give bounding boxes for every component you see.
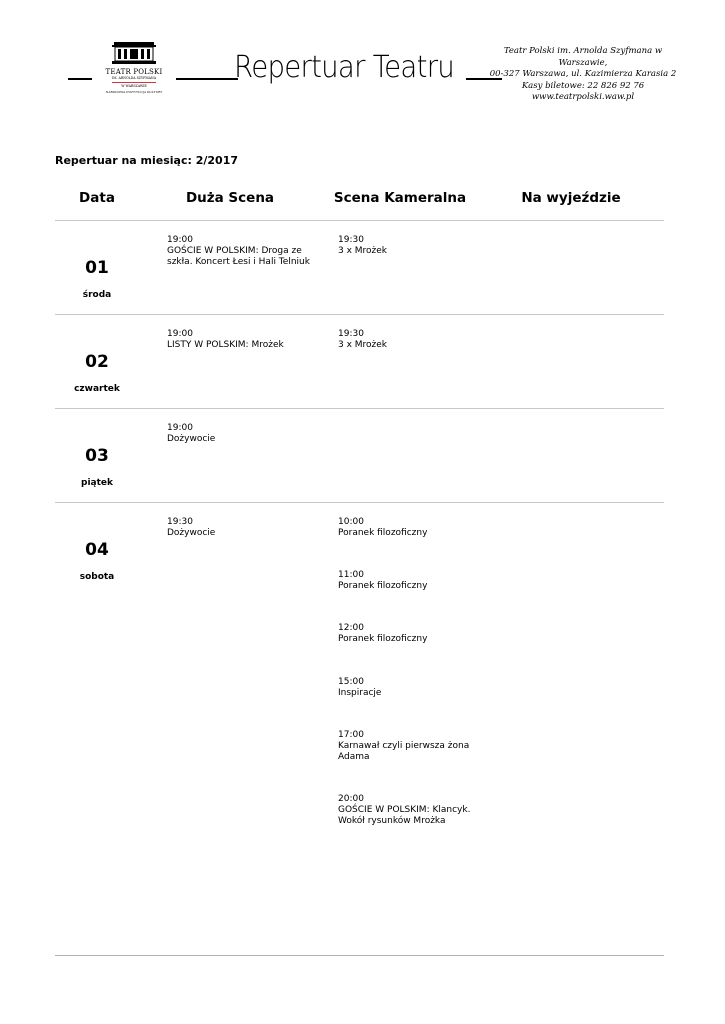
event-main-stage[interactable]: [167, 423, 317, 445]
event-time: 10:00: [338, 517, 364, 527]
event-time: 19:30: [338, 329, 364, 339]
event-chamber-stage[interactable]: [338, 730, 478, 763]
event-time: 11:00: [338, 570, 364, 580]
address-line: 00-327 Warszawa, ul. Kazimierza Karasia 2: [489, 69, 677, 79]
day-name: sobota: [79, 572, 115, 582]
month-title: Repertuar na miesiąc: 2/2017: [55, 154, 239, 167]
event-title: Poranek filozoficzny: [338, 528, 428, 538]
column-header-date: Data: [79, 190, 115, 206]
footer-divider: [55, 955, 664, 956]
event-title: Poranek filozoficzny: [338, 581, 428, 591]
event-main-stage[interactable]: [167, 329, 317, 351]
event-chamber-stage[interactable]: [338, 517, 488, 539]
event-title: Karnawał czyli pierwsza żona Adama: [338, 741, 470, 762]
event-time: 19:00: [167, 423, 193, 433]
logo-subtitle: IM. ARNOLDA SZYFMANA: [111, 76, 156, 80]
day-number: 03: [85, 446, 109, 466]
header-line-mid: [176, 78, 238, 80]
row-divider: [55, 314, 664, 315]
event-title: Poranek filozoficzny: [338, 634, 428, 644]
row-divider: [55, 502, 664, 503]
event-title: Inspiracje: [338, 688, 382, 698]
event-chamber-stage[interactable]: [338, 794, 488, 827]
event-chamber-stage[interactable]: [338, 329, 488, 351]
logo-city: W WARSZAWIE: [121, 84, 147, 88]
day-number: 02: [85, 352, 109, 372]
event-chamber-stage[interactable]: [338, 570, 488, 592]
address-line: Teatr Polski im. Arnolda Szyfmana w Warszawie,: [503, 46, 663, 68]
event-time: 17:00: [338, 730, 364, 740]
event-time: 19:30: [338, 235, 364, 245]
page-header: [0, 0, 725, 110]
day-name: piątek: [81, 478, 113, 488]
event-time: 19:00: [167, 329, 193, 339]
event-title: LISTY W POLSKIM: Mrożek: [167, 340, 284, 350]
row-divider: [55, 408, 664, 409]
event-chamber-stage[interactable]: [338, 677, 488, 699]
event-time: 12:00: [338, 623, 364, 633]
column-header-chamber-stage: Scena Kameralna: [333, 190, 467, 206]
event-title: Dożywocie: [167, 528, 216, 538]
column-header-on-tour: Na wyjeździe: [521, 190, 621, 206]
event-title: 3 x Mrożek: [338, 340, 388, 350]
event-time: 19:30: [167, 517, 193, 527]
logo-name: TEATR POLSKI: [105, 68, 163, 76]
header-line-left: [68, 78, 92, 80]
logo-footer: NARODOWA INSTYTUCJA KULTURY: [105, 90, 163, 94]
event-title: Dożywocie: [167, 434, 216, 444]
theatre-address: [483, 46, 683, 104]
day-name: czwartek: [74, 384, 120, 394]
brand-title: Repertuar Teatru: [234, 50, 455, 85]
day-number: 01: [85, 258, 109, 278]
column-header-main-stage: Duża Scena: [185, 190, 275, 206]
address-line: Kasy biletowe: 22 826 92 76: [521, 80, 645, 91]
event-chamber-stage[interactable]: [338, 235, 488, 257]
event-chamber-stage[interactable]: [338, 623, 488, 645]
day-name: środa: [82, 290, 112, 300]
table-divider: [55, 220, 664, 221]
address-line: www.teatrpolski.waw.pl: [531, 92, 635, 102]
event-title: GOŚCIE W POLSKIM: Droga ze szkła. Koncert Łesi i Hali Telniuk: [167, 246, 310, 267]
event-time: 19:00: [167, 235, 193, 245]
event-main-stage[interactable]: [167, 517, 317, 539]
event-main-stage[interactable]: [167, 235, 317, 268]
event-time: 20:00: [338, 794, 364, 804]
day-number: 04: [85, 540, 109, 560]
event-time: 15:00: [338, 677, 364, 687]
event-title: GOŚCIE W POLSKIM: Klancyk. Wokół rysunków Mrożka: [338, 805, 471, 826]
event-title: 3 x Mrożek: [338, 246, 388, 256]
